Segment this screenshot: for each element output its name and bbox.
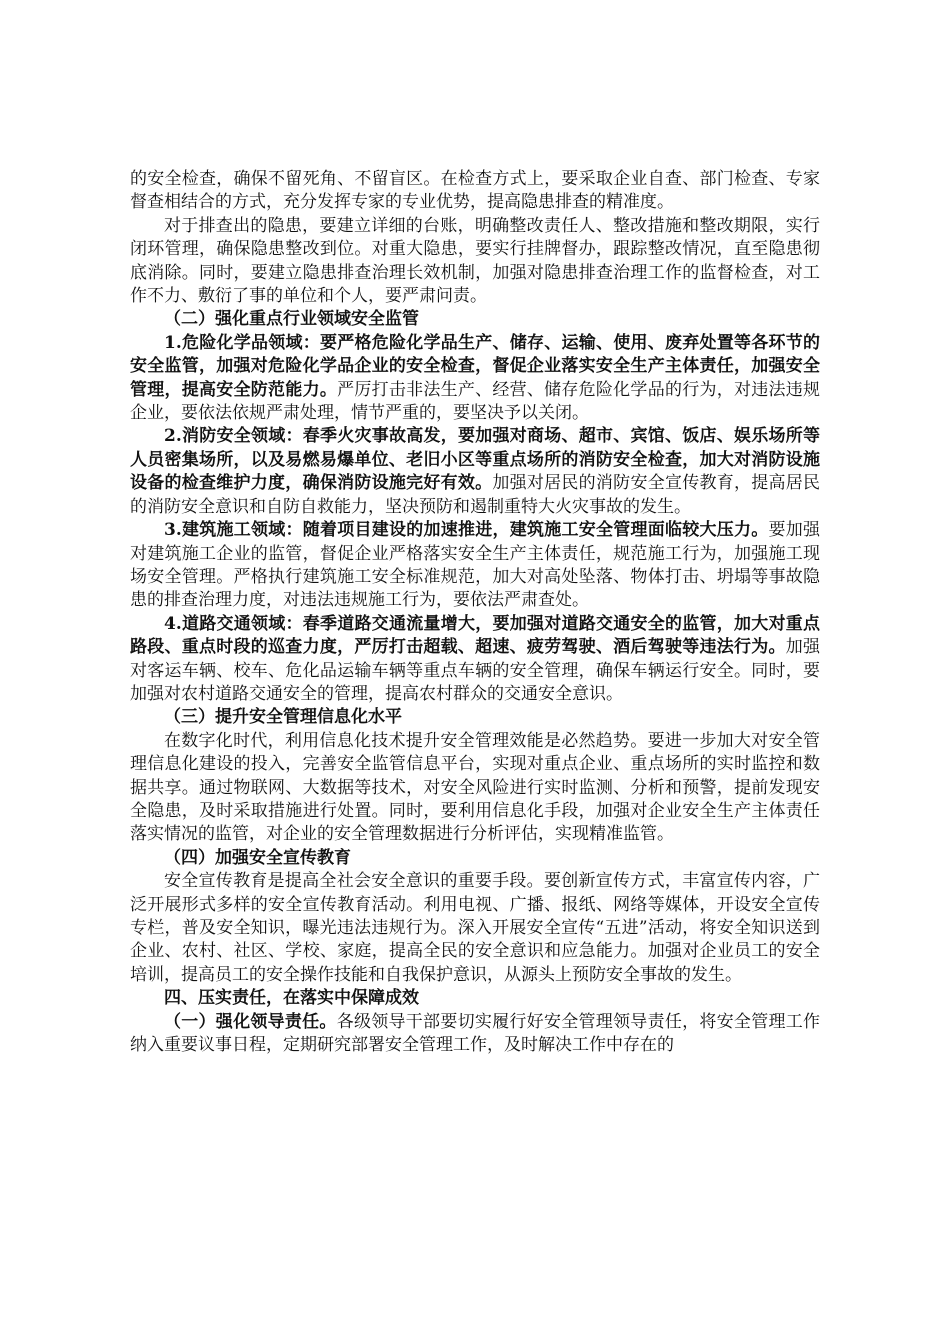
paragraph-informatization [130,730,820,847]
paragraph-fire-safety-text: 加强对居民的消防安全宣传教育，提高居民的消防安全意识和自防自救能力，坚决预防和遏制重特大火灾事故的发生。 [130,473,821,517]
paragraph-2 [130,215,820,309]
paragraph-leadership-text: 各级领导干部要切实履行好安全管理领导责任，将安全管理工作纳入重要议事日程，定期研究部署安全管理工作，及时解决工作中存在的 [130,1011,820,1056]
paragraph-construction [130,519,820,613]
paragraph-construction-lead: 3.建筑施工领域：随着项目建设的加速推进，建筑施工安全管理面临较大压力。 [164,520,769,541]
paragraph-1 [130,168,820,215]
paragraph-publicity-text: 安全宣传教育是提高全社会安全意识的重要手段。要创新宣传方式，丰富宣传内容，广泛开展形式多样的安全宣传教育活动。利用电视、广播、报纸、网络等媒体，开设安全宣传专栏，普及安全知识，曝光违法违规行为。深入开展安全宣传“五进”活动，将安全知识送到企业、农村、社区、学校、家庭，提高全民的安全意识和应急能力。加强对企业员工的安全培训，提高员工的安全操作技能和自我保护意识，从源头上预防安全事故的发生。 [130,871,820,985]
document-page [130,168,820,1057]
paragraph-hazardous-chemicals-lead: 1.危险化学品领域：要严格危险化学品生产、储存、运输、使用、废弃处置等各环节的安全监管，加强对危险化学品企业的安全检查，督促企业落实安全生产主体责任，加强安全管理，提高安全防范能力。 [130,332,820,400]
paragraph-road-traffic-lead: 4.道路交通领域：春季道路交通流量增大，要加强对道路交通安全的监管，加大对重点路段、重点时段的巡查力度，严厉打击超载、超速、疲劳驾驶、酒后驾驶等违法行为。 [130,613,820,658]
paragraph-hazardous-chemicals-text: 严厉打击非法生产、经营、储存危险化学品的行为，对违法违规企业，要依法依规严肃处理，情节严重的，要坚决予以关闭。 [130,379,820,424]
section-heading-2 [130,308,820,331]
section-heading-4-text: （四）加强安全宣传教育 [164,847,351,868]
paragraph-1-text: 的安全检查，确保不留死角、不留盲区。在检查方式上，要采取企业自查、部门检查、专家督查相结合的方式，充分发挥专家的专业优势，提高隐患排查的精准度。 [130,169,820,213]
section-heading-4 [130,847,820,870]
paragraph-road-traffic-text: 加强对客运车辆、校车、危化品运输车辆等重点车辆的安全管理，确保车辆运行安全。同时，要加强对农村道路交通安全的管理，提高农村群众的交通安全意识。 [130,637,821,704]
paragraph-informatization-text: 在数字化时代，利用信息化技术提升安全管理效能是必然趋势。要进一步加大对安全管理信息化建设的投入，完善安全监管信息平台，实现对重点企业、重点场所的实时监控和数据共享。通过物联网、大数据等技术，对安全风险进行实时监测、分析和预警，提前发现安全隐患，及时采取措施进行处置。同时，要利用信息化手段，加强对企业安全生产主体责任落实情况的监管，对企业的安全管理数据进行分析评估，实现精准监管。 [130,730,820,845]
paragraph-leadership [130,1011,820,1058]
section-heading-2-text: （二）强化重点行业领域安全监管 [164,309,419,330]
paragraph-construction-text: 要加强对建筑施工企业的监管，督促企业严格落实安全生产主体责任，规范施工行为，加强施工现场安全管理。严格执行建筑施工安全标准规范，加大对高处坠落、物体打击、坍塌等事故隐患的排查治理力度，对违法违规施工行为，要依法严肃查处。 [130,520,820,611]
paragraph-hazardous-chemicals [130,332,820,426]
paragraph-road-traffic [130,613,820,707]
paragraph-fire-safety-lead: 2.消防安全领域：春季火灾事故高发，要加强对商场、超市、宾馆、饭店、娱乐场所等人员密集场所，以及易燃易爆单位、老旧小区等重点场所的消防安全检查，加大对消防设施设备的检查维护力度，确保消防设施完好有效。 [130,426,820,494]
section-heading-3-text: （三）提升安全管理信息化水平 [164,707,402,728]
section-heading-3 [130,706,820,729]
chapter-heading-4-text: 四、压实责任，在落实中保障成效 [164,988,419,1009]
paragraph-fire-safety [130,425,820,519]
paragraph-leadership-lead: （一）强化领导责任。 [164,1011,337,1032]
paragraph-publicity [130,870,820,987]
paragraph-2-text: 对于排查出的隐患，要建立详细的台账，明确整改责任人、整改措施和整改期限，实行闭环管理，确保隐患整改到位。对重大隐患，要实行挂牌督办，跟踪整改情况，直至隐患彻底消除。同时，要建立隐患排查治理长效机制，加强对隐患排查治理工作的监督检查，对工作不力、敷衍了事的单位和个人，要严肃问责。 [130,215,820,307]
chapter-heading-4 [130,987,820,1010]
